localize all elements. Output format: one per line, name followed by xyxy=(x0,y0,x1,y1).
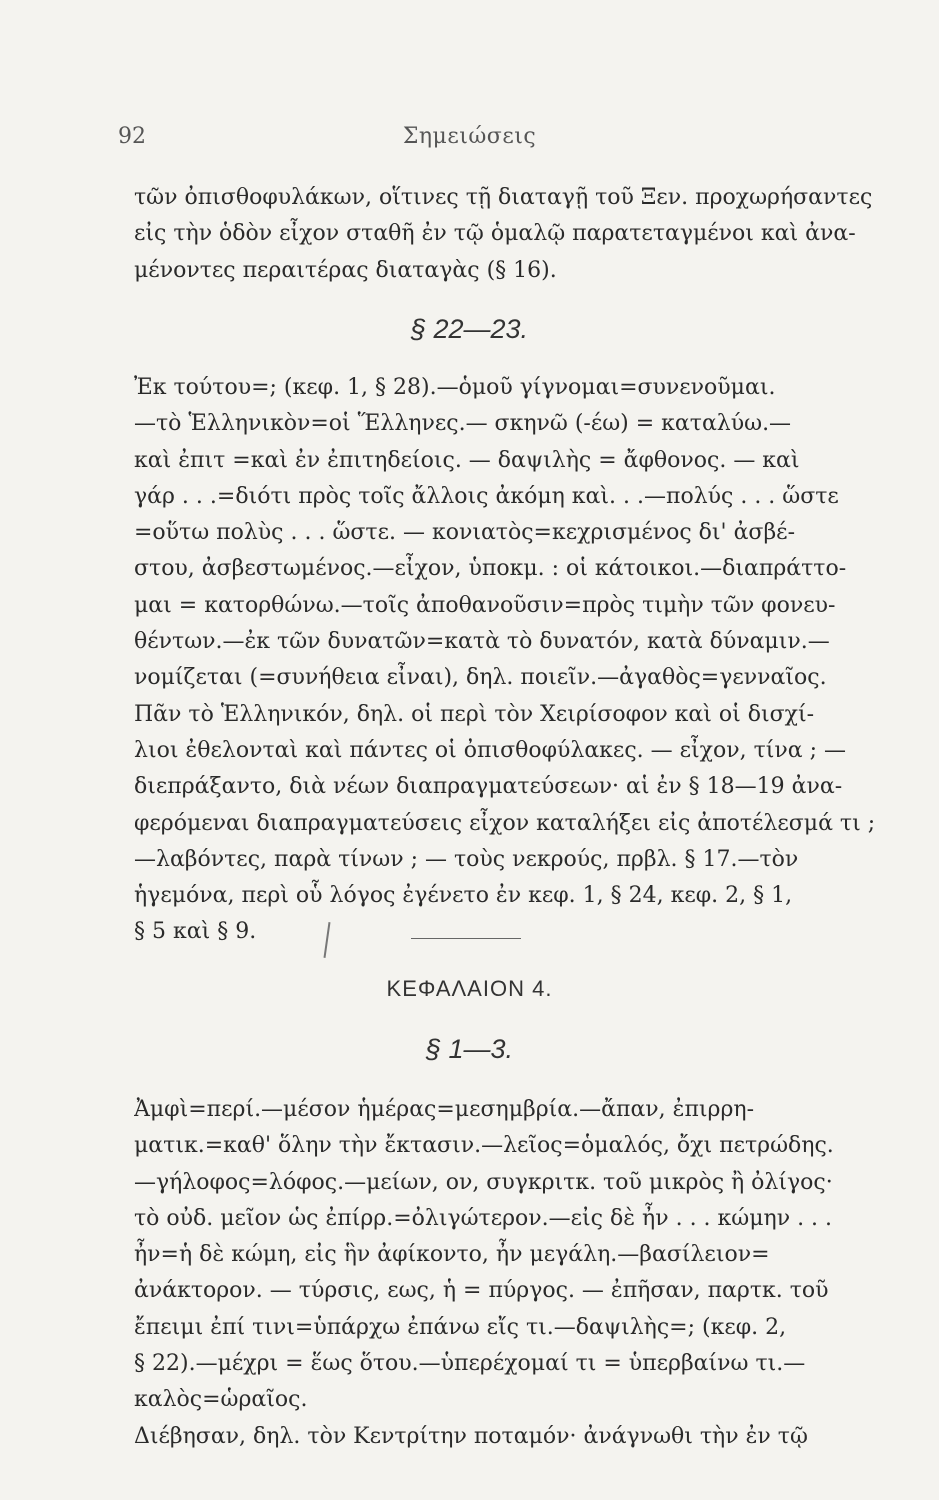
section-divider xyxy=(411,938,521,939)
section-heading-1-3: § 1—3. xyxy=(425,1034,514,1064)
text-line: § 5 καὶ § 9. xyxy=(134,919,257,945)
text-line: διεπράξαντο, διὰ νέων διαπραγματεύσεων· αἱ ἐν § 18—19 ἀνα- xyxy=(134,774,843,800)
text-line: τὸ οὐδ. μεῖον ὡς ἐπίρρ.=ὀλιγώτερον.—εἰς δὲ ἦν . . . κώμην . . . xyxy=(134,1205,833,1231)
text-line: =οὕτω πολὺς . . . ὥστε. — κονιατὸς=κεχρισμένος δι' ἀσβέ- xyxy=(134,520,795,546)
text-line: εἰς τὴν ὁδὸν εἶχον σταθῆ ἐν τῷ ὁμαλῷ παρατεταγμένοι καὶ ἀνα- xyxy=(134,221,856,247)
text-line: φερόμεναι διαπραγματεύσεις εἶχον καταλήξει εἰς ἀποτέλεσμά τι ; xyxy=(134,810,876,836)
text-line: Διέβησαν, δηλ. τὸν Κεντρίτην ποταμόν· ἀνάγνωθι τὴν ἐν τῷ xyxy=(134,1423,808,1449)
text-line: θέντων.—ἐκ τῶν δυνατῶν=κατὰ τὸ δυνατόν, κατὰ δύναμιν.— xyxy=(134,629,830,655)
text-line: ἡγεμόνα, περὶ οὗ λόγος ἐγένετο ἐν κεφ. 1, § 24, κεφ. 2, § 1, xyxy=(134,883,793,909)
text-line: ματικ.=καθ' ὅλην τὴν ἔκτασιν.—λεῖος=ὁμαλός, ὄχι πετρώδης. xyxy=(134,1133,834,1159)
text-line: λιοι ἐθελονταὶ καὶ πάντες οἱ ὀπισθοφύλακες. — εἶχον, τίνα ; — xyxy=(134,737,847,763)
text-line: Πᾶν τὸ Ἑλληνικόν, δηλ. οἱ περὶ τὸν Χειρίσοφον καὶ οἱ δισχί- xyxy=(134,701,815,727)
text-line: νομίζεται (=συνήθεια εἶναι), δηλ. ποιεῖν.—ἀγαθὸς=γενναῖος. xyxy=(134,665,827,691)
text-line: ἦν=ἡ δὲ κώμη, εἰς ἣν ἀφίκοντο, ἦν μεγάλη.—βασίλειον= xyxy=(134,1242,770,1268)
paragraph-continuation xyxy=(134,180,894,289)
chapter-heading: ΚΕΦΑΛΑΙΟΝ 4. xyxy=(386,976,553,1001)
text-line: ἔπειμι ἐπί τινι=ὑπάρχω ἐπάνω εἴς τι.—δαψιλὴς=; (κεφ. 2, xyxy=(134,1314,787,1340)
page-number: 92 xyxy=(118,124,146,149)
text-line: § 22).—μέχρι = ἕως ὅτου.—ὑπερέχομαί τι = ὑπερβαίνω τι.— xyxy=(134,1351,806,1377)
text-line: τῶν ὀπισθοφυλάκων, οἵτινες τῇ διαταγῇ τοῦ Ξεν. προχωρήσαντες xyxy=(134,185,873,210)
notes-section-22-23 xyxy=(134,370,894,951)
text-line: Ἀμφὶ=περί.—μέσον ἡμέρας=μεσημβρία.—ἄπαν, ἐπιρρη- xyxy=(134,1097,755,1122)
text-line: καλὸς=ὡραῖος. xyxy=(134,1387,308,1413)
text-line: μένοντες περαιτέρας διαταγὰς (§ 16). xyxy=(134,257,557,283)
text-line: —λαβόντες, παρὰ τίνων ; — τοὺς νεκρούς, πρβλ. § 17.—τὸν xyxy=(134,846,799,872)
text-line: μαι = κατορθώνω.—τοῖς ἀποθανοῦσιν=πρὸς τιμὴν τῶν φονευ- xyxy=(134,592,836,618)
page-header xyxy=(0,124,939,154)
section-heading-22-23: § 22—23. xyxy=(410,314,529,344)
text-line: —γήλοφος=λόφος.—μείων, ον, συγκριτκ. τοῦ μικρὸς ἢ ὀλίγος· xyxy=(134,1169,833,1195)
notes-section-1-3 xyxy=(134,1092,894,1455)
running-head: Σημειώσεις xyxy=(402,124,537,149)
text-line: γάρ . . .=διότι πρὸς τοῖς ἄλλοις ἀκόμη καὶ. . .—πολύς . . . ὥστε xyxy=(134,483,839,509)
text-line: καὶ ἐπιτ =καὶ ἐν ἐπιτηδείοις. — δαψιλὴς = ἄφθονος. — καὶ xyxy=(134,447,800,473)
text-line: —τὸ Ἑλληνικὸν=οἱ Ἕλληνες.— σκηνῶ (-έω) = καταλύω.— xyxy=(134,411,792,437)
text-line: Ἐκ τούτου=; (κεφ. 1, § 28).—ὁμοῦ γίγνομαι=συνενοῦμαι. xyxy=(134,375,776,400)
text-line: στου, ἀσβεστωμένος.—εἶχον, ὑποκμ. : οἱ κάτοικοι.—διαπράττο- xyxy=(134,556,847,582)
text-line: ἀνάκτορον. — τύρσις, εως, ἡ = πύργος. — ἐπῆσαν, παρτκ. τοῦ xyxy=(134,1278,829,1304)
